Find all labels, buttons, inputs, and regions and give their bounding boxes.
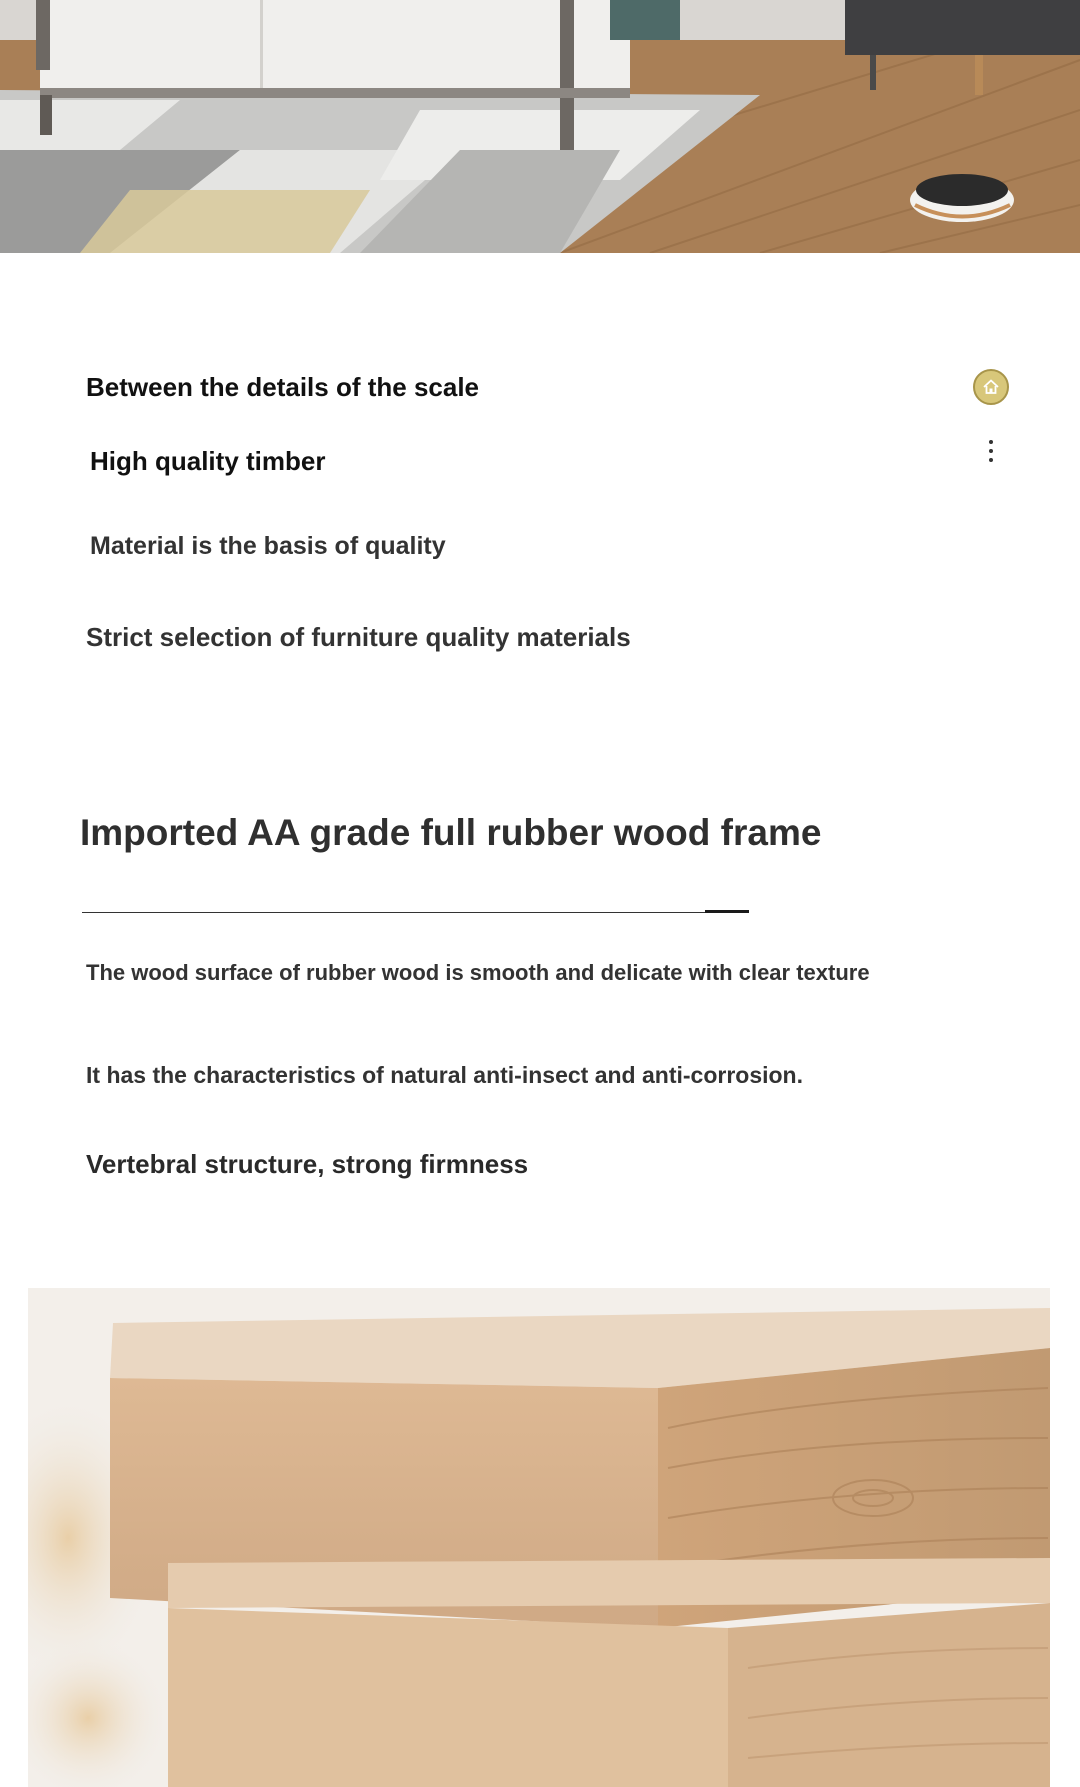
home-button[interactable]: [973, 369, 1009, 405]
section-heading: Between the details of the scale: [86, 372, 480, 402]
title-divider-accent: [705, 910, 749, 913]
more-vertical-icon-dot: [989, 458, 993, 462]
more-options-button[interactable]: [975, 434, 1007, 468]
feature-description-1: The wood surface of rubber wood is smooth and delicate with clear texture: [86, 960, 870, 985]
wood-planks-image: [28, 1288, 1050, 1787]
feature-description-3: Vertebral structure, strong firmness: [86, 1149, 529, 1179]
title-divider: [82, 912, 749, 913]
hero-living-room-image: [0, 0, 1080, 253]
tagline: Material is the basis of quality: [90, 532, 446, 560]
more-vertical-icon: [989, 440, 993, 444]
home-icon: [981, 377, 1001, 397]
feature-title: Imported AA grade full rubber wood frame: [80, 812, 822, 853]
tagline-secondary: Strict selection of furniture quality materials: [86, 622, 631, 652]
living-room-photo-icon: [0, 0, 1080, 253]
feature-description-2: It has the characteristics of natural anti-insect and anti-corrosion.: [86, 1062, 803, 1088]
section-subheading: High quality timber: [90, 446, 326, 476]
more-vertical-icon-dot: [989, 449, 993, 453]
wood-planks-photo-icon: [28, 1288, 1050, 1787]
